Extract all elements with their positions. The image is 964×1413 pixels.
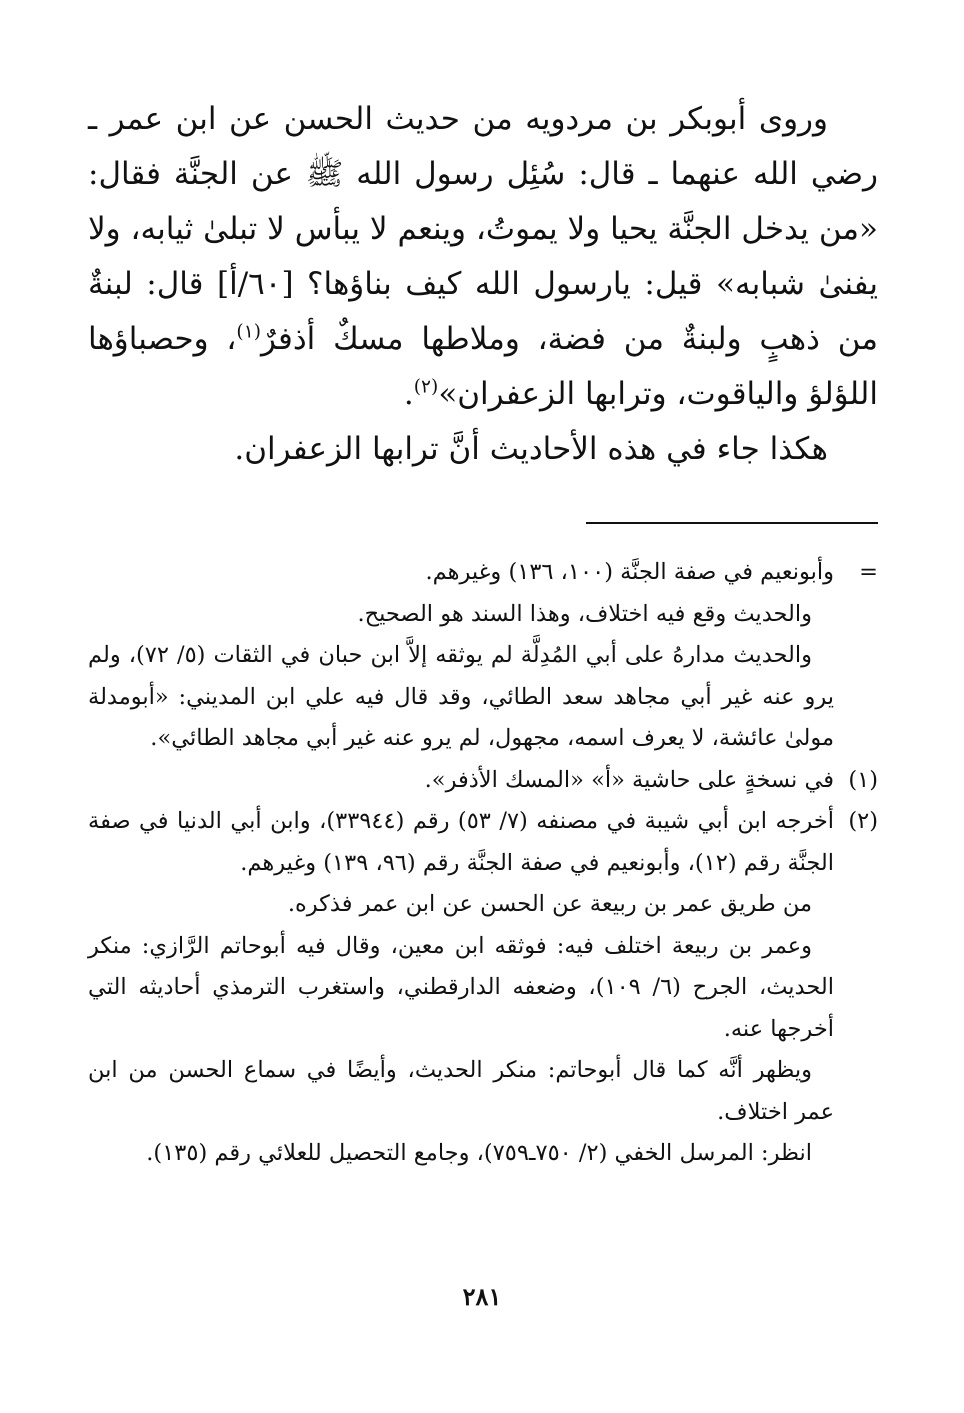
footnote-separator [586, 522, 878, 524]
continued-line: وأبونعيم في صفة الجنَّة (١٠٠، ١٣٦) وغيرهم. [425, 559, 834, 585]
footnote-number: (٢) [848, 808, 878, 834]
main-text [88, 92, 878, 477]
continued-line: والحديث مدارهُ على أبي المُدِلَّة لم يوثقه إلاَّ ابن حبان في الثقات (٥/ ٧٢)، ولم يرو عنه غير أبي مجاهد سعد الطائي، وقد قال فيه علي ابن المديني: «أبومدلة مولىٰ عائشة، لا يعرف اسمه، مجهول، لم يرو عنه غير أبي مجاهد الطائي». [88, 642, 834, 751]
footnote-text: وعمر بن ربيعة اختلف فيه: فوثقه ابن معين، وقال فيه أبوحاتم الرَّازي: منكر الحديث، الجرح (٦/ ١٠٩)، وضعفه الدارقطني، واستغرب الترمذي أحاديثه التي أخرجها عنه. [88, 932, 835, 1042]
main-paragraph-end: . [403, 376, 414, 412]
footnote-2 [88, 801, 878, 1175]
footnote-1 [88, 760, 878, 802]
closing-paragraph: هكذا جاء في هذه الأحاديث أنَّ ترابها الزعفران. [234, 431, 828, 467]
continued-line: والحديث وقع فيه اختلاف، وهذا السند هو الصحيح. [357, 600, 812, 627]
footnote-text: انظر: المرسل الخفي (٢/ ٧٥٠ـ٧٥٩)، وجامع التحصيل للعلائي رقم (١٣٥). [146, 1140, 812, 1166]
footnote-number: (١) [848, 766, 878, 793]
footnote-ref-2[interactable]: (٢) [413, 376, 439, 398]
main-paragraph-continuation: ، وحصباؤها اللؤلؤ والياقوت، وترابها الزعفران» [88, 321, 878, 412]
main-paragraph-text: وروى أبوبكر بن مردويه من حديث الحسن عن ابن عمر ـ رضي الله عنهما ـ قال: سُئِل رسول الله ﷺ عن الجنَّة فقال: «من يدخل الجنَّة يحيا ولا يموتُ، وينعم لا يبأس لا تبلىٰ ثيابه، ولا يفنىٰ شبابه» قيل: يارسول الله كيف بناؤها؟ [٦٠/أ] قال: لبنةٌ من ذهبٍ ولبنةٌ من فضة، وملاطها مسكٌ أذفرٌ [88, 101, 878, 357]
footnote-text: في نسخةٍ على حاشية «أ» «المسك الأذفر». [424, 766, 834, 793]
footnote-text: ويظهر أنَّه كما قال أبوحاتم: منكر الحديث، وأيضًا في سماع الحسن من ابن عمر اختلاف. [88, 1057, 834, 1125]
footnote-continued [88, 552, 878, 760]
main-paragraph [88, 92, 878, 422]
footnote-ref-1[interactable]: (١) [236, 321, 261, 343]
continued-marker: = [859, 559, 878, 585]
page-body [88, 92, 878, 1166]
footnotes [88, 552, 878, 1175]
footnote-text: أخرجه ابن أبي شيبة في مصنفه (٧/ ٥٣) رقم (٣٣٩٤٤)، وابن أبي الدنيا في صفة الجنَّة رقم (١٢)، وأبونعيم في صفة الجنَّة رقم (٩٦، ١٣٩) وغيرهم. [88, 808, 834, 876]
page-number: ٢٨١ [462, 1282, 502, 1311]
footnote-text: من طريق عمر بن ربيعة عن الحسن عن ابن عمر فذكره. [287, 891, 812, 917]
